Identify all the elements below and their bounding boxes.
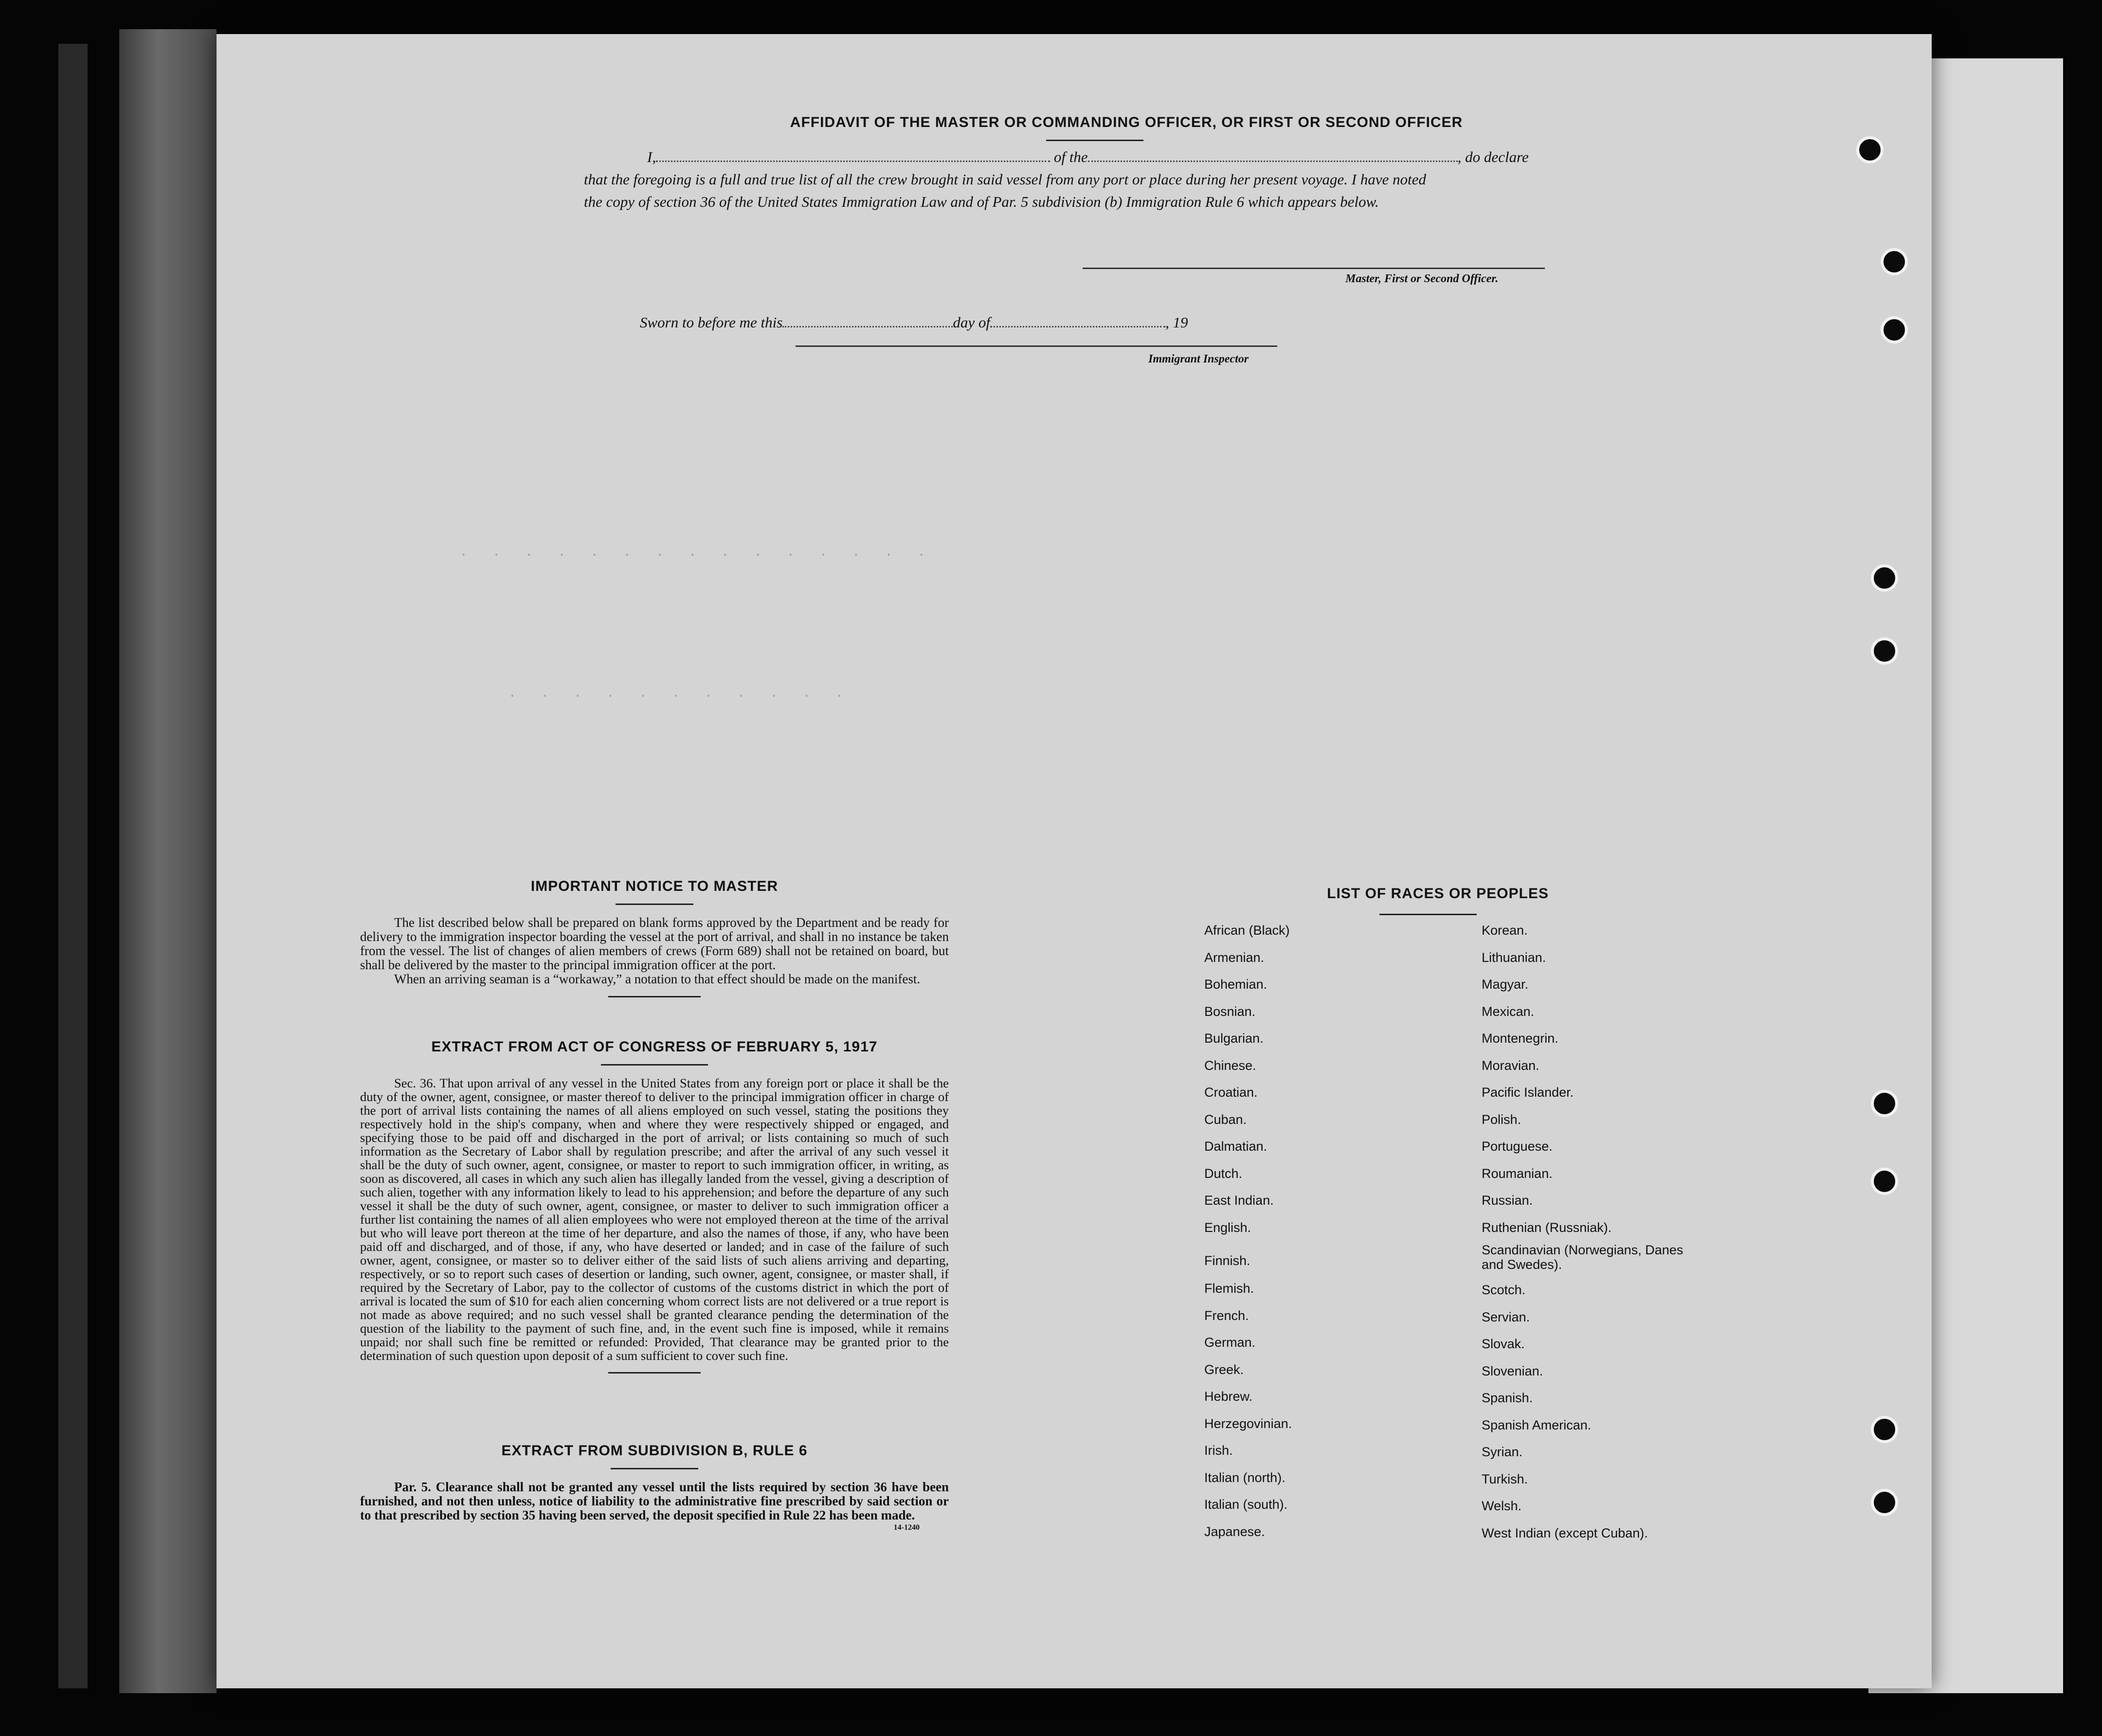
binder-strip <box>119 29 217 1693</box>
notice-title: IMPORTANT NOTICE TO MASTER <box>530 878 779 894</box>
race-item: Lithuanian. <box>1482 950 1546 965</box>
affidavit-title: AFFIDAVIT OF THE MASTER OR COMMANDING OFFICER, OR FIRST OR SECOND OFFICER <box>790 114 1463 130</box>
form-number: 14-1240 <box>893 1523 920 1532</box>
race-item: German. <box>1204 1335 1256 1350</box>
declaration-line-1: I, of the , do declare <box>647 148 1529 165</box>
race-item: Finnish. <box>1204 1253 1250 1268</box>
race-item: Polish. <box>1482 1112 1522 1127</box>
master-caption: Master, First or Second Officer. <box>1345 272 1499 285</box>
race-item: French. <box>1204 1308 1249 1323</box>
race-item: Italian (north). <box>1204 1470 1286 1485</box>
race-item: Chinese. <box>1204 1058 1256 1073</box>
declaration-line-3: the copy of section 36 of the United States Immigration Law and of Par. 5 subdivision (b) Immigration Rule 6 which appears below. <box>584 193 1379 210</box>
race-item: Servian. <box>1482 1309 1530 1324</box>
bleed-through-marks: . . . . . . . . . . . <box>508 686 852 701</box>
extract-act-title: EXTRACT FROM ACT OF CONGRESS OF FEBRUARY 5, 1917 <box>431 1039 878 1055</box>
punch-hole-icon <box>1881 248 1908 275</box>
race-item: Greek. <box>1204 1362 1244 1377</box>
race-item: Korean. <box>1482 923 1528 938</box>
race-item: Dutch. <box>1204 1166 1243 1181</box>
race-item: Bosnian. <box>1204 1004 1256 1019</box>
race-item: Bulgarian. <box>1204 1031 1264 1046</box>
punch-hole-icon <box>1871 1416 1898 1443</box>
race-item: Dalmatian. <box>1204 1139 1268 1154</box>
race-item: Turkish. <box>1482 1471 1528 1486</box>
divider <box>601 1064 708 1066</box>
race-item: Portuguese. <box>1482 1139 1553 1154</box>
notice-paragraph-1: The list described below shall be prepared on blank forms approved by the Department and be ready for delivery to the immigration inspector boarding the vessel at the port of arrival, and shall in no instance be taken from the vessel. The list of changes of alien members of crews (Form 689) shall not be retained on board, but shall be delivered by the master to the principal immigration officer at the port. <box>360 915 949 972</box>
race-item: West Indian (except Cuban). <box>1482 1525 1648 1540</box>
race-item: Spanish. <box>1482 1391 1533 1405</box>
race-item: African (Black) <box>1204 923 1290 938</box>
race-item: Flemish. <box>1204 1281 1254 1296</box>
affidavit-section <box>584 114 1766 213</box>
race-item: Mexican. <box>1482 1004 1535 1019</box>
notice-paragraph-2: When an arriving seaman is a “workaway,” a notation to that effect should be made on the manifest. <box>394 972 921 986</box>
sworn-day-blank <box>782 326 953 327</box>
sworn-month-blank <box>990 326 1165 327</box>
divider <box>608 1372 701 1374</box>
race-item: Hebrew. <box>1204 1389 1253 1404</box>
punch-hole-icon <box>1871 1489 1898 1516</box>
punch-hole-icon <box>1871 1090 1898 1117</box>
race-item: Pacific Islander. <box>1482 1085 1574 1100</box>
race-item: Russian. <box>1482 1193 1533 1208</box>
punch-hole-icon <box>1871 564 1898 592</box>
race-item: Armenian. <box>1204 950 1265 965</box>
vessel-blank <box>1088 161 1458 162</box>
scan-left-edge <box>58 44 88 1688</box>
race-item: Scandinavian (Norwegians, Danes and Swedes). <box>1482 1243 1684 1272</box>
race-item: Bohemian. <box>1204 977 1268 992</box>
race-item: Spanish American. <box>1482 1417 1592 1432</box>
race-item: Japanese. <box>1204 1524 1265 1539</box>
sworn-line: Sworn to before me this day of , 19 <box>640 314 1188 331</box>
race-item: Moravian. <box>1482 1058 1540 1073</box>
punch-hole-icon <box>1856 136 1884 163</box>
punch-hole-icon <box>1871 637 1898 665</box>
race-item: Herzegovinian. <box>1204 1416 1292 1431</box>
race-item: Cuban. <box>1204 1112 1247 1127</box>
race-item: Croatian. <box>1204 1085 1258 1100</box>
race-item: Welsh. <box>1482 1499 1522 1513</box>
race-item: English. <box>1204 1220 1251 1235</box>
race-item: East Indian. <box>1204 1193 1274 1208</box>
race-item: Montenegrin. <box>1482 1031 1558 1046</box>
name-blank <box>656 161 1050 162</box>
divider <box>1046 140 1143 141</box>
divider <box>611 1468 698 1469</box>
notice-section <box>360 878 949 997</box>
affidavit-declaration <box>584 146 1766 213</box>
extract-rule-text: Par. 5. Clearance shall not be granted any vessel until the lists required by section 36 have been furnished, and not then unless, notice of liability to the administrative fine prescribed by said section or to that prescribed by section 35 having been served, the deposit specified in Rule 22 has been made. <box>360 1480 949 1522</box>
master-signature-line <box>1083 268 1545 269</box>
race-item: Slovak. <box>1482 1337 1525 1351</box>
manifest-page <box>217 34 1932 1688</box>
races-left-column <box>1204 917 1457 1545</box>
race-item: Roumanian. <box>1482 1166 1553 1181</box>
divider <box>608 996 701 997</box>
races-right-column <box>1482 917 1774 1547</box>
race-item: Ruthenian (Russniak). <box>1482 1220 1612 1235</box>
extract-rule-section <box>360 1443 949 1532</box>
races-title: LIST OF RACES OR PEOPLES <box>1327 886 1549 902</box>
race-item: Slovenian. <box>1482 1363 1543 1378</box>
inspector-signature-line <box>796 345 1277 347</box>
race-item: Syrian. <box>1482 1445 1523 1459</box>
divider <box>1379 914 1477 915</box>
race-item: Irish. <box>1204 1443 1233 1458</box>
extract-act-section <box>360 1039 949 1374</box>
extract-rule-title: EXTRACT FROM SUBDIVISION B, RULE 6 <box>501 1443 808 1459</box>
inspector-caption: Immigrant Inspector <box>1148 353 1249 365</box>
punch-hole-icon <box>1871 1168 1898 1195</box>
extract-act-text: Sec. 36. That upon arrival of any vessel in the United States from any foreign port or place it shall be the duty of the owner, agent, consignee, or master thereof to deliver to the principal immigration officer in charge of the port of arrival lists containing the names of all aliens employed on such vessel, stating the positions they respectively hold in the ship's company, when and where they were respectively shipped or engaged, and specifying those to be paid off and discharged in the port of arrival; or lists containing so much of such information as the Secretary of Labor shall by regulation prescribe; and after the arrival of any such vessel it shall be the duty of such owner, agent, consignee, or master to report to such immigration officer, in writing, as soon as discovered, all cases in which any such alien has illegally landed from the vessel, giving a description of such alien, together with any information likely to lead to his apprehension; and before the departure of any such vessel it shall be the duty of such owner, agent, consignee, or master to deliver to such immigration officer a further list containing the names of all alien employees who were not employed thereon at the time of the arrival but who will leave port thereon at the time of her departure, and also the names of those, if any, who have been paid off and discharged, and of those, if any, who have deserted or landed; and in case of the failure of such owner, agent, consignee, or master so to deliver either of the said lists of such aliens arriving and departing, respectively, or so to report such cases of desertion or landing, such owner, agent, consignee, or master shall, if required by the Secretary of Labor, pay to the collector of customs of the customs district in which the port of arrival is located the sum of $10 for each alien concerning whom correct lists are not delivered or a true report is not made as above required; and no such vessel shall be granted clearance pending the determination of the question of the liability to the payment of such fine, and, in the event such fine is imposed, while it remains unpaid; nor shall such fine be remitted or refunded: Provided, That clearance may be granted prior to the determination of such question upon deposit of a sum sufficient to cover such fine. <box>360 1076 949 1363</box>
race-item: Magyar. <box>1482 977 1529 992</box>
divider <box>616 904 693 905</box>
punch-hole-icon <box>1881 316 1908 344</box>
race-item: Scotch. <box>1482 1283 1526 1297</box>
race-item: Italian (south). <box>1204 1497 1288 1512</box>
declaration-line-2: that the foregoing is a full and true list of all the crew brought in said vessel from any port or place during her present voyage. I have noted <box>584 171 1426 188</box>
bleed-through-marks: . . . . . . . . . . . . . . . <box>460 545 934 560</box>
